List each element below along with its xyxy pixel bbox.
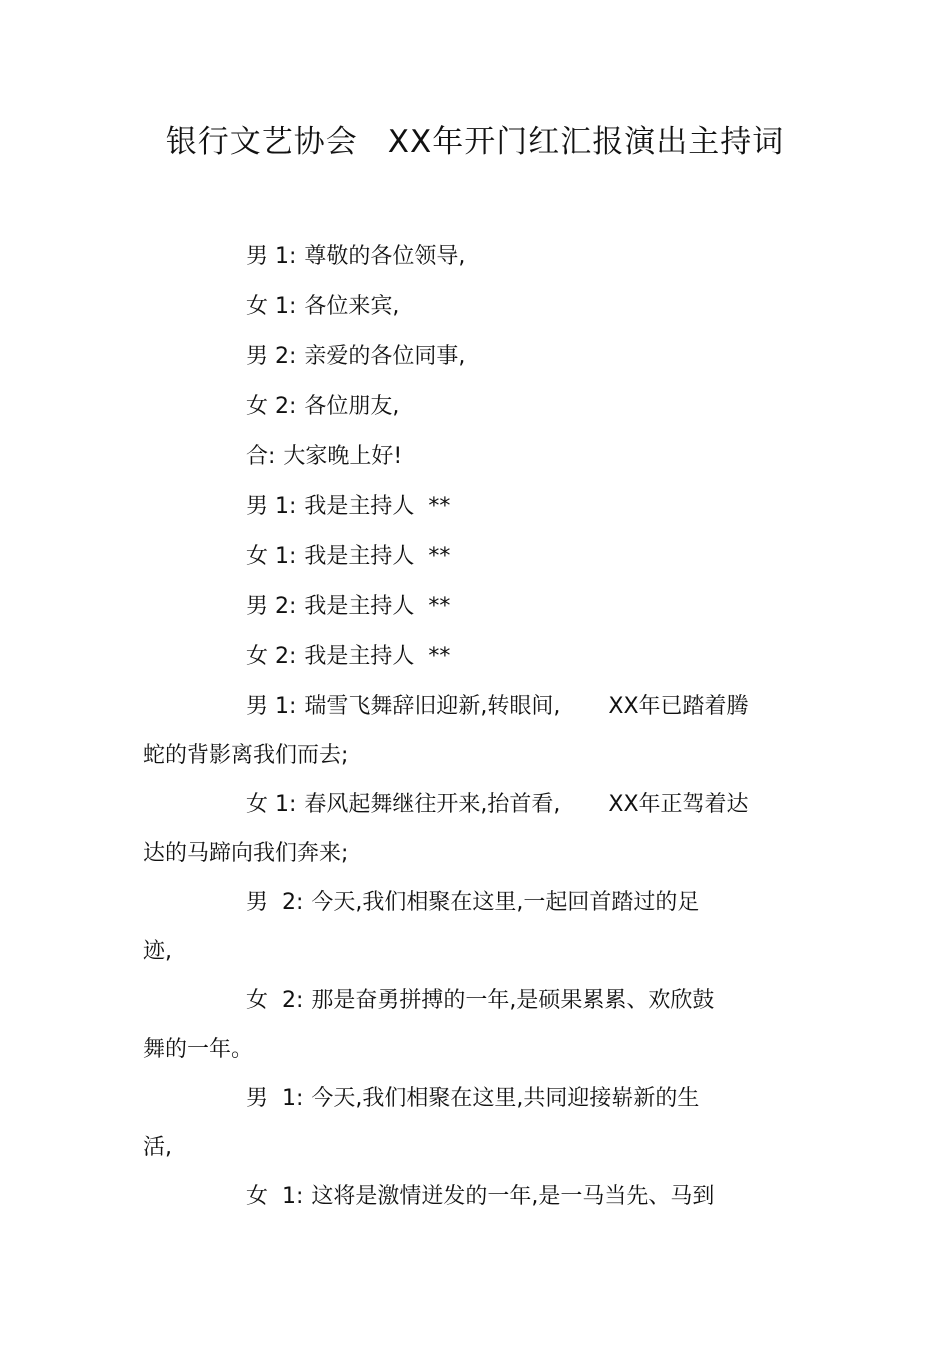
paragraph-text: 瑞雪飞舞辞旧迎新,转眼间, — [304, 694, 561, 719]
line-text: 各位朋友, — [304, 394, 400, 419]
line-text: 各位来宾, — [304, 294, 400, 319]
line-text: 大家晚上好! — [283, 444, 403, 469]
line-text: 我是主持人 ** — [304, 494, 451, 519]
script-line — [0, 382, 950, 432]
speaker-label: 男 1: — [246, 694, 297, 719]
paragraph-continuation: 活, — [143, 1135, 172, 1160]
speaker-label: 男 2: — [246, 890, 304, 915]
script-line — [0, 432, 950, 482]
script-line — [0, 282, 950, 332]
line-text: 亲爱的各位同事, — [304, 344, 466, 369]
speaker-label: 女 2: — [246, 988, 304, 1013]
paragraph-text: 那是奋勇拼搏的一年,是硕果累累、欢欣鼓 — [311, 988, 715, 1013]
paragraph-continuation: 蛇的背影离我们而去; — [143, 743, 349, 768]
script-paragraph — [0, 780, 950, 878]
paragraph-text: 今天,我们相聚在这里,共同迎接崭新的生 — [311, 1086, 700, 1111]
speaker-label: 男 1: — [246, 244, 297, 269]
script-line — [0, 482, 950, 532]
script-paragraph — [0, 682, 950, 780]
script-paragraph — [0, 878, 950, 976]
speaker-label: 男 1: — [246, 494, 297, 519]
speaker-label: 女 1: — [246, 1184, 304, 1209]
speaker-label: 男 1: — [246, 1086, 304, 1111]
paragraph-continuation: 舞的一年。 — [143, 1037, 254, 1062]
line-text: 尊敬的各位领导, — [304, 244, 466, 269]
speaker-label: 女 1: — [246, 544, 297, 569]
paragraph-text: 这将是激情迸发的一年,是一马当先、马到 — [311, 1184, 715, 1209]
speaker-label: 男 2: — [246, 344, 297, 369]
script-line — [0, 532, 950, 582]
speaker-label: 女 2: — [246, 394, 297, 419]
script-body — [0, 232, 950, 1221]
speaker-label: 合: — [246, 444, 276, 469]
script-paragraph — [0, 1172, 950, 1221]
speaker-label: 女 1: — [246, 792, 297, 817]
document-title — [0, 118, 950, 166]
title-part-1: 银行文艺协会 — [165, 124, 358, 160]
line-text: 我是主持人 ** — [304, 544, 451, 569]
title-part-2: XX年开门红汇报演出主持词 — [387, 124, 785, 160]
script-line — [0, 582, 950, 632]
script-paragraph — [0, 1074, 950, 1172]
script-line — [0, 232, 950, 282]
paragraph-text: 今天,我们相聚在这里,一起回首踏过的足 — [311, 890, 700, 915]
line-text: 我是主持人 ** — [304, 644, 451, 669]
script-paragraph — [0, 976, 950, 1074]
speaker-label: 女 1: — [246, 294, 297, 319]
script-line — [0, 332, 950, 382]
speaker-label: 男 2: — [246, 594, 297, 619]
paragraph-continuation: 迹, — [143, 939, 172, 964]
paragraph-text: XX年正驾着达 — [608, 792, 749, 817]
line-text: 我是主持人 ** — [304, 594, 451, 619]
speaker-label: 女 2: — [246, 644, 297, 669]
paragraph-text: XX年已踏着腾 — [608, 694, 749, 719]
script-line — [0, 632, 950, 682]
paragraph-continuation: 达的马蹄向我们奔来; — [143, 841, 349, 866]
paragraph-text: 春风起舞继往开来,抬首看, — [304, 792, 561, 817]
